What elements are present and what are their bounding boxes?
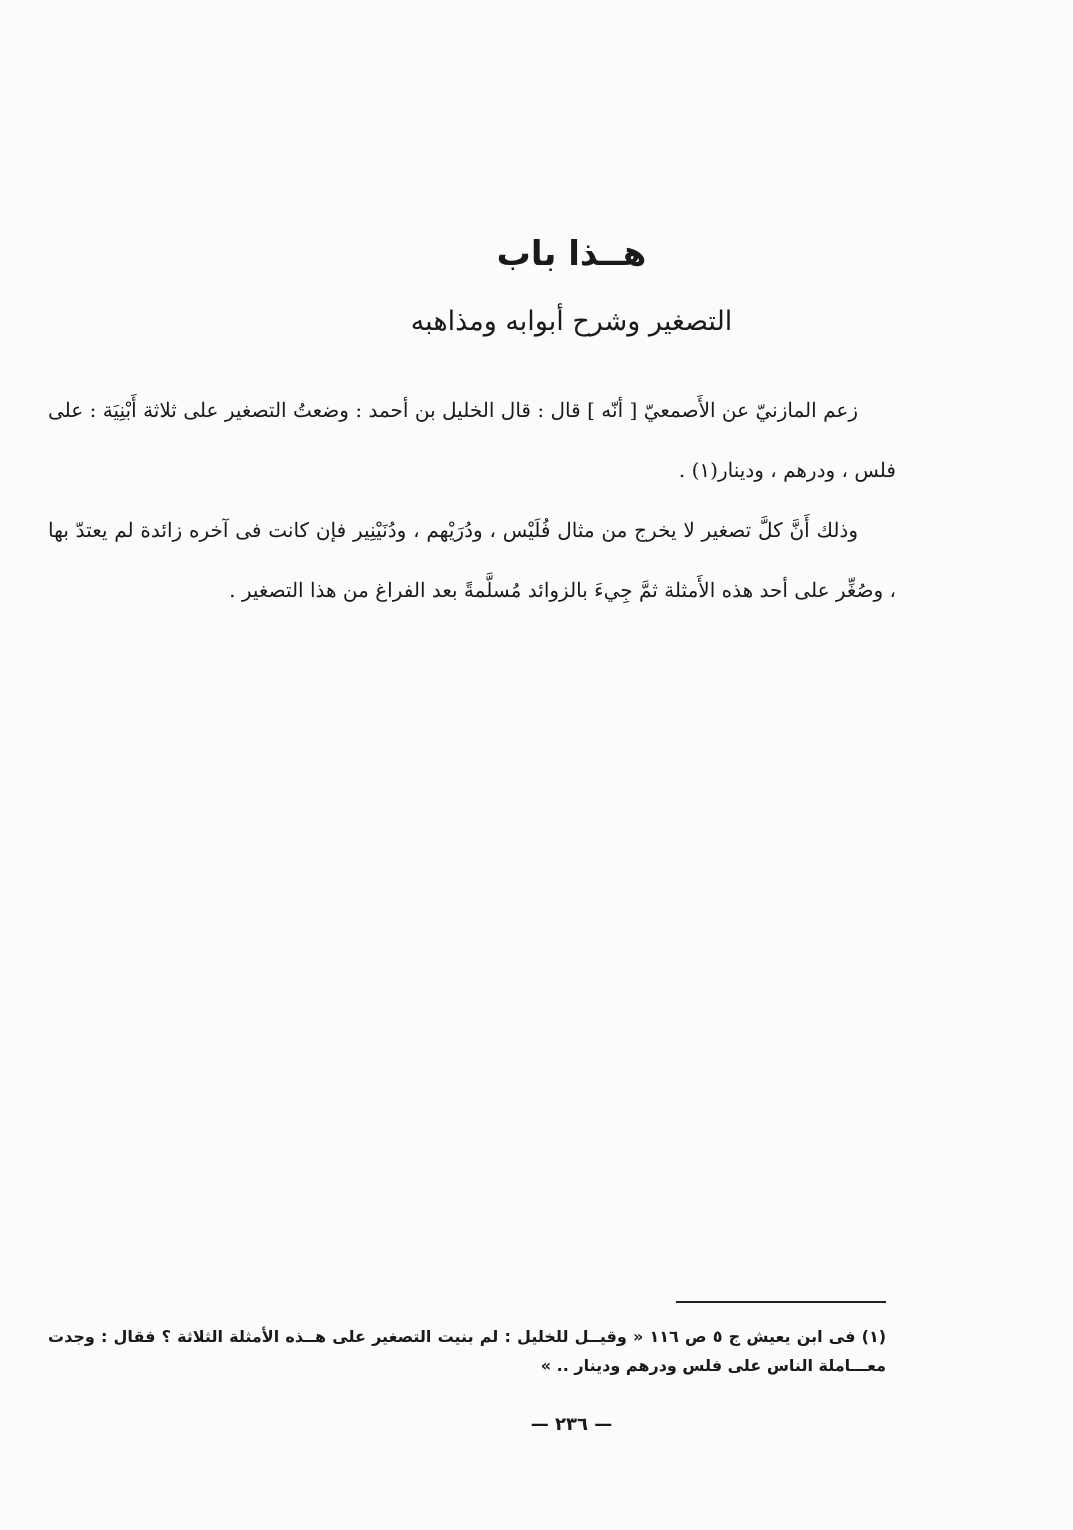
footnote: (١) فى ابن يعيش ج ٥ ص ١١٦ « وقيــل للخليل : لم بنيت التصغير على هــذه الأمثلة الثلاثة ؟ فقال : وجدت معـــاملة الناس على فلس ودرهم ودينار .. »	[48, 1327, 887, 1375]
body-text	[48, 380, 896, 620]
page-number: — ٢٣٦ —	[530, 1414, 613, 1435]
footnote-divider	[676, 1301, 886, 1303]
paragraph-2: وذلك أَنَّ كلَّ تصغير لا يخرج من مثال فُلَيْس ، ودُرَيْهم ، ودُنَيْنِير فإن كانت فى آخره زائدة لم يعتدّ بها ، وصُغِّر على أحد هذه الأَمثلة ثمَّ جِيءَ بالزوائد مُسلَّمةً بعد الفراغ من هذا التصغير .	[48, 518, 896, 602]
paragraph-1: زعم المازنيّ عن الأَصمعيّ [ أنّه ] قال : قال الخليل بن أحمد : وضعتُ التصغير على ثلاثة أَبْنِيَة : على فلس ، ودرهم ، ودينار(١) .	[48, 398, 896, 482]
chapter-heading	[0, 232, 1073, 340]
chapter-subtitle: التصغير وشرح أبوابه ومذاهبه	[410, 306, 733, 337]
chapter-title: هــذا باب	[496, 234, 647, 274]
